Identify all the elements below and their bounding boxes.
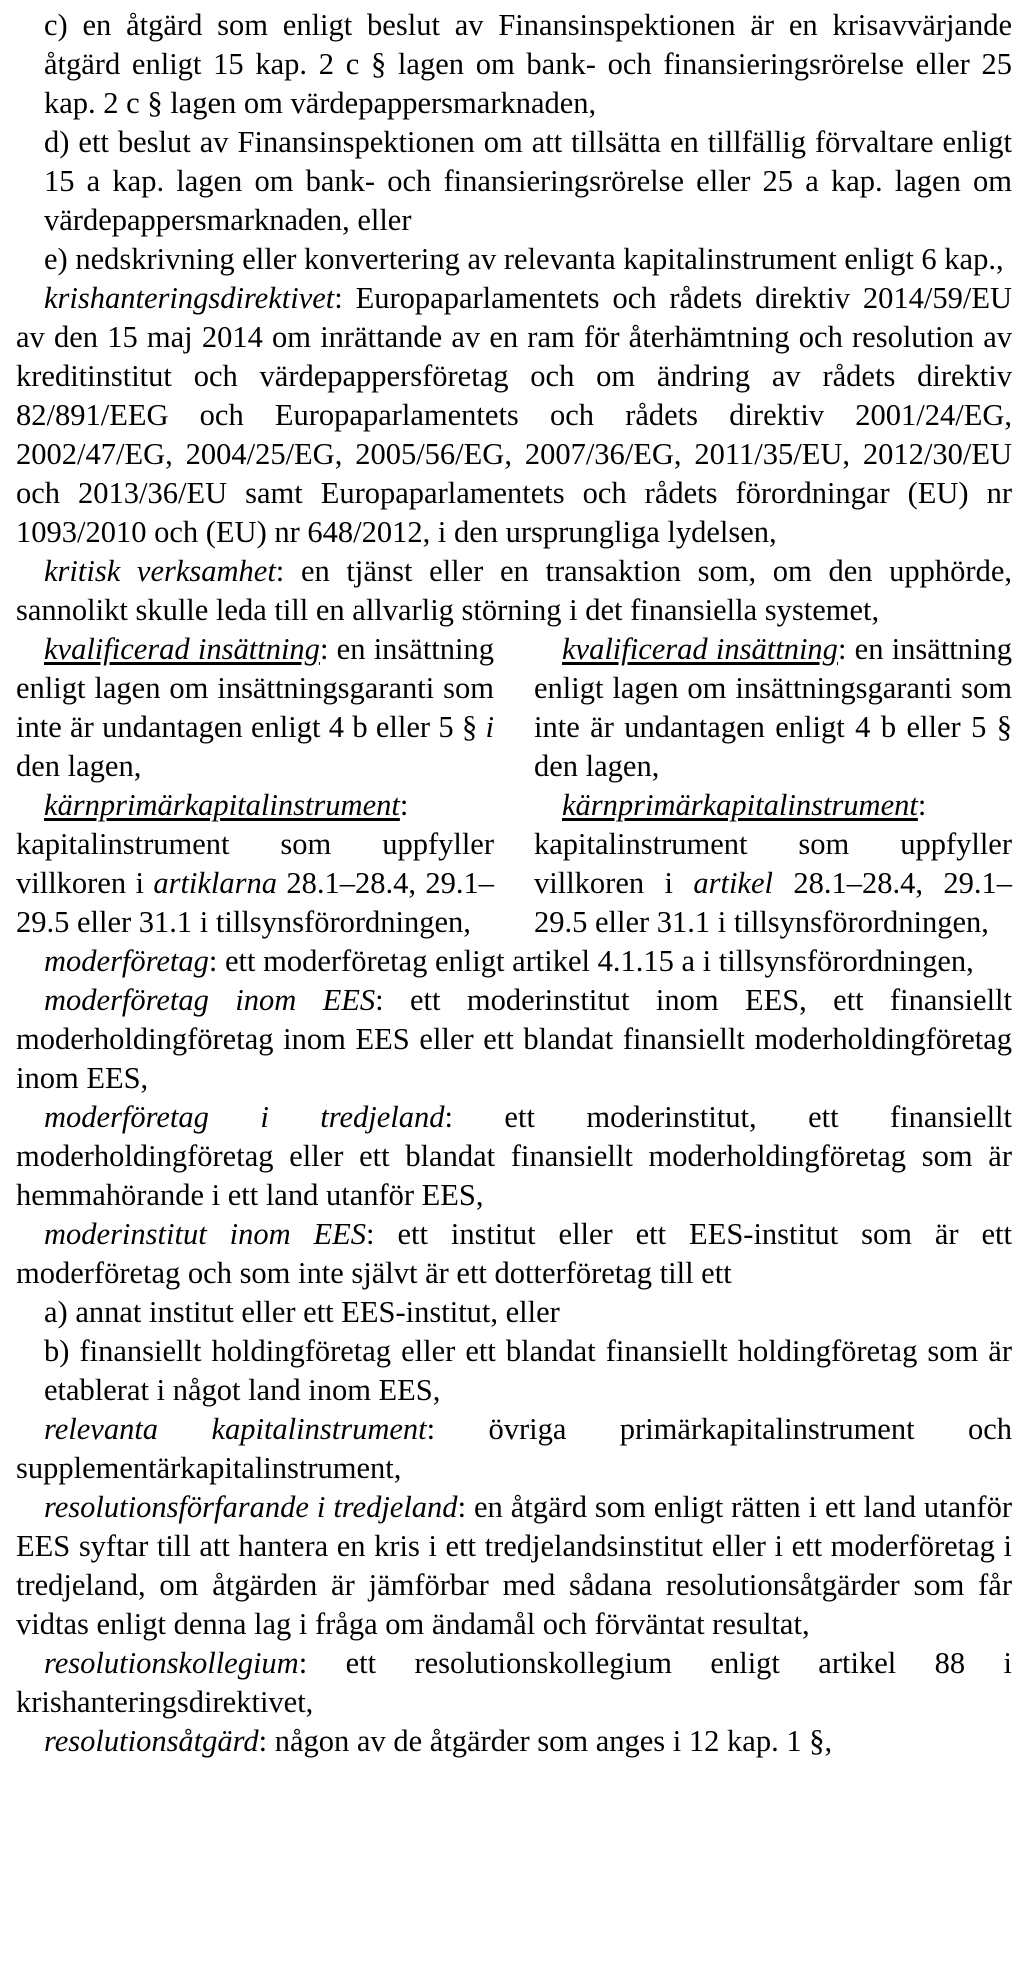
term: krishanteringsdirektivet (44, 281, 335, 315)
definition-krishanteringsdirektivet (16, 279, 1012, 552)
definition-moderinstitut-inom-ees: moderinstitut inom EES: ett institut eller ett EES-institut som är ett moderföretag och som inte självt är ett dotterföretag till ett (16, 1217, 1012, 1290)
term: kärnprimärkapitalinstrument (562, 788, 918, 822)
term: kärnprimärkapitalinstrument (44, 788, 400, 822)
definition-moderforetag: moderföretag: ett moderföretag enligt artikel 4.1.15 a i tillsynsförordningen, (44, 944, 974, 978)
definition-kvalificerad-insattning-right: kvalificerad insättning: en insättning enligt lagen om insättningsgaranti som inte är undantagen enligt 4 b eller 5 § den lagen, (534, 632, 1012, 783)
definition-moderforetag-inom-ees: moderföretag inom EES: ett moderinstitut inom EES, ett finansiellt moderholdingföretag inom EES eller ett blandat finansiellt moderholdingföretag inom EES, (16, 983, 1012, 1095)
definition-moderforetag-i-tredjeland: moderföretag i tredjeland: ett moderinstitut, ett finansiellt moderholdingföretag eller ett blandat finansiellt moderholdingföretag som är hemmahörande i ett land utanför EES, (16, 1100, 1012, 1212)
right-column (534, 630, 1012, 942)
term: kvalificerad insättning (562, 632, 838, 666)
term: kritisk verksamhet (44, 554, 276, 588)
term: kvalificerad insättning (44, 632, 320, 666)
term: moderföretag inom EES (44, 983, 376, 1017)
term: resolutionsförfarande i tredjeland (44, 1490, 458, 1524)
definition-relevanta-kapitalinstrument: relevanta kapitalinstrument: övriga primärkapitalinstrument och supplementärkapitalinstrument, (16, 1412, 1012, 1485)
term: resolutionskollegium (44, 1646, 299, 1680)
list-item-c: c) en åtgärd som enligt beslut av Finansinspektionen är en krisavvärjande åtgärd enligt 15 kap. 2 c § lagen om bank- och finansieringsrörelse eller 25 kap. 2 c § lagen om värdepappersmarknaden, (44, 8, 1012, 120)
definition-resolutionsatgard: resolutionsåtgärd: någon av de åtgärder som anges i 12 kap. 1 §, (44, 1724, 833, 1758)
definition-text: : Europaparlamentets och rådets direktiv 2014/59/EU av den 15 maj 2014 om inrättande av en ram för återhämtning och resolution av kreditinstitut och värdepappersföretag och om ändring av rådets direktiv 82/891/EEG och Europaparlamentets och rådets direktiv 2001/24/EG, 2002/47/EG, 2004/25/EG, 2005/56/EG, 2007/36/EG, 2011/35/EU, 2012/30/EU och 2013/36/EU samt Europaparlamentets och rådets förordningar (EU) nr 1093/2010 och (EU) nr 648/2012, i den ursprungliga lydelsen, (16, 281, 1012, 549)
comparison-columns (16, 630, 1012, 942)
list-item-b: b) finansiellt holdingföretag eller ett blandat finansiellt holdingföretag som är etablerat i något land inom EES, (44, 1334, 1012, 1407)
definition-karnprimarkapitalinstrument-left: kärnprimärkapitalinstrument: kapitalinstrument som uppfyller villkoren i artiklarna 28.1–28.4, 29.1–29.5 eller 31.1 i tillsynsförordningen, (16, 788, 495, 939)
list-item-e: e) nedskrivning eller konvertering av relevanta kapitalinstrument enligt 6 kap., (44, 242, 1004, 276)
left-column (16, 630, 494, 942)
list-item-d: d) ett beslut av Finansinspektionen om att tillsätta en tillfällig förvaltare enligt 15 a kap. lagen om bank- och finansieringsrörelse eller 25 a kap. lagen om värdepappersmarknaden, eller (44, 125, 1012, 237)
term: moderföretag (44, 944, 209, 978)
term: resolutionsåtgärd (44, 1724, 259, 1758)
definition-karnprimarkapitalinstrument-right: kärnprimärkapitalinstrument: kapitalinstrument som uppfyller villkoren i artikel 28.1–28.4, 29.1–29.5 eller 31.1 i tillsynsförordningen, (534, 788, 1012, 939)
term: relevanta kapitalinstrument (44, 1412, 427, 1446)
definition-kritisk-verksamhet (16, 552, 1012, 630)
term: moderföretag i tredjeland (44, 1100, 445, 1134)
definition-text: : en tjänst eller en transaktion som, om den upphörde, sannolikt skulle leda till en allvarlig störning i det finansiella systemet, (16, 554, 1012, 627)
term: moderinstitut inom EES (44, 1217, 367, 1251)
definition-resolutionskollegium: resolutionskollegium: ett resolutionskollegium enligt artikel 88 i krishanteringsdirektivet, (16, 1646, 1012, 1719)
list-item-a: a) annat institut eller ett EES-institut, eller (44, 1295, 560, 1329)
definition-kvalificerad-insattning-left: kvalificerad insättning: en insättning enligt lagen om insättningsgaranti som inte är undantagen enligt 4 b eller 5 § i den lagen, (16, 632, 494, 783)
definition-resolutionsforfarande-i-tredjeland: resolutionsförfarande i tredjeland: en åtgärd som enligt rätten i ett land utanför EES syftar till att hantera en kris i ett tredjelandsinstitut eller i ett moderföretag i tredjeland, om åtgärden är jämförbar med sådana resolutionsåtgärder som får vidtas enligt denna lag i fråga om ändamål och förväntat resultat, (16, 1490, 1012, 1641)
